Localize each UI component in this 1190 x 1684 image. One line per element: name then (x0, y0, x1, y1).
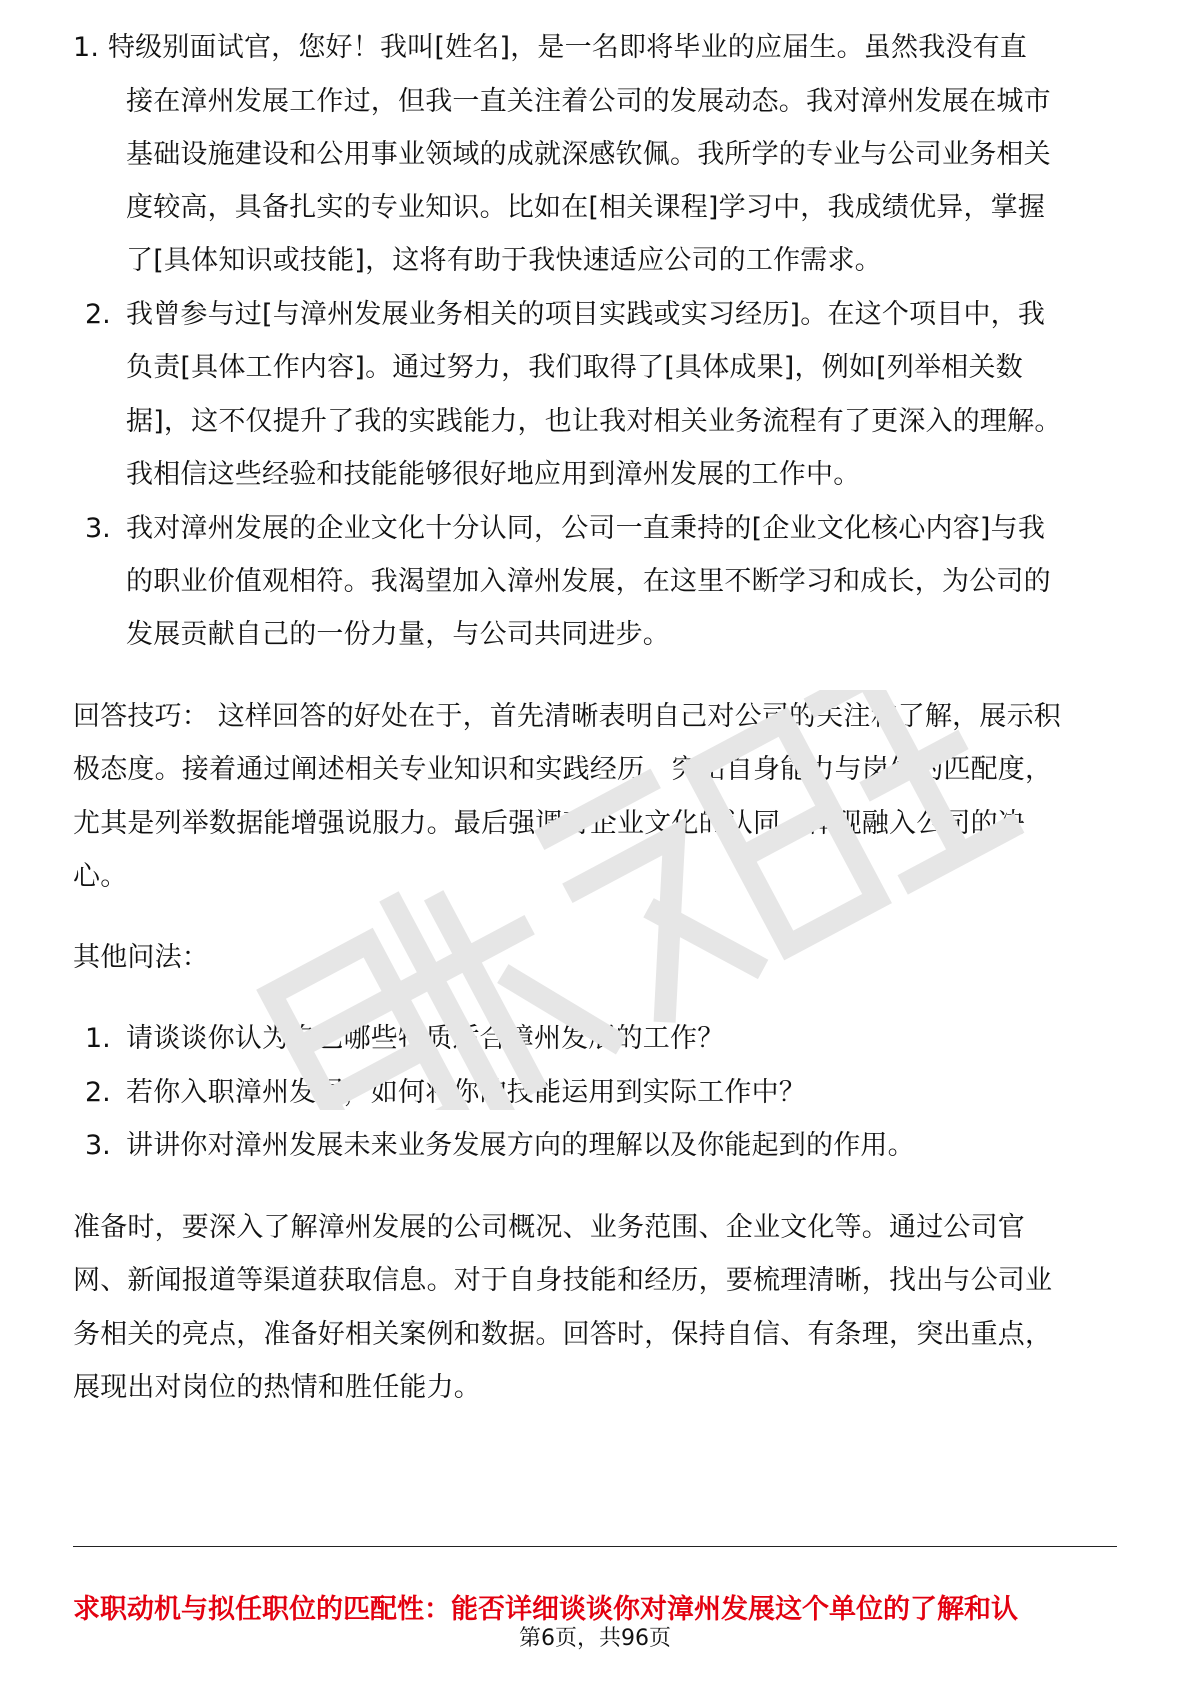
item1-line: 了[具体知识或技能]，这将有助于我快速适应公司的工作需求。 (126, 245, 882, 276)
item2-line: 据]，这不仅提升了我的实践能力，也让我对相关业务流程有了更深入的理解。 (126, 406, 1062, 437)
other-item-text: 讲讲你对漳州发展未来业务发展方向的理解以及你能起到的作用。 (126, 1130, 915, 1161)
tips-line: 尤其是列举数据能增强说服力。最后强调对企业文化的认同，体现融入公司的决 (73, 808, 1025, 839)
item2-line: 负责[具体工作内容]。通过努力，我们取得了[具体成果]，例如[列举相关数 (126, 352, 1023, 383)
tips-line: 回答技巧： 这样回答的好处在于，首先清晰表明自己对公司的关注和了解，展示积 (73, 701, 1061, 732)
other-item-number: 2. (85, 1077, 111, 1108)
tips-line: 心。 (73, 861, 128, 892)
other-heading: 其他问法： (73, 942, 209, 973)
page-number: 第6页，共96页 (519, 1626, 671, 1651)
item2-line: 我相信这些经验和技能能够很好地应用到漳州发展的工作中。 (126, 459, 861, 490)
item2-number: 2. (85, 299, 111, 330)
item2-line: 我曾参与过[与漳州发展业务相关的项目实践或实习经历]。在这个项目中，我 (126, 299, 1046, 330)
item1-line: 接在漳州发展工作过，但我一直关注着公司的发展动态。我对漳州发展在城市 (126, 86, 1051, 117)
prep-line: 务相关的亮点，准备好相关案例和数据。回答时，保持自信、有条理，突出重点， (73, 1319, 1053, 1350)
prep-line: 网、新闻报道等渠道获取信息。对于自身技能和经历，要梳理清晰，找出与公司业 (73, 1265, 1053, 1296)
prep-line: 准备时，要深入了解漳州发展的公司概况、业务范围、企业文化等。通过公司官 (73, 1212, 1025, 1243)
other-item-number: 3. (85, 1130, 111, 1161)
prep-line: 展现出对岗位的热情和胜任能力。 (73, 1372, 481, 1403)
other-item-text: 若你入职漳州发展，如何将你的技能运用到实际工作中？ (126, 1077, 806, 1108)
item3-number: 3. (85, 513, 111, 544)
item3-line: 的职业价值观相符。我渴望加入漳州发展，在这里不断学习和成长，为公司的 (126, 566, 1051, 597)
item1-line: 基础设施建设和公用事业领域的成就深感钦佩。我所学的专业与公司业务相关 (126, 139, 1051, 170)
clipped-top-line (0, 0, 1190, 66)
item1-line: 度较高，具备扎实的专业知识。比如在[相关课程]学习中，我成绩优异，掌握 (126, 192, 1046, 223)
other-item-text: 请谈谈你认为自己哪些特质适合漳州发展的工作？ (126, 1023, 725, 1054)
footer-divider (73, 1546, 1117, 1547)
item1-cut-line: 1. 特级别面试官，您好！我叫[姓名]，是一名即将毕业的应届生。虽然我没有直 (73, 32, 1028, 63)
item3-line: 发展贡献自己的一份力量，与公司共同进步。 (126, 619, 670, 650)
item3-line: 我对漳州发展的企业文化十分认同，公司一直秉持的[企业文化核心内容]与我 (126, 513, 1046, 544)
other-item-number: 1. (85, 1023, 111, 1054)
next-question-heading: 求职动机与拟任职位的匹配性：能否详细谈谈你对漳州发展这个单位的了解和认 (73, 1594, 1018, 1625)
tips-line: 极态度。接着通过阐述相关专业知识和实践经历，突出自身能力与岗位的匹配度， (73, 754, 1053, 785)
